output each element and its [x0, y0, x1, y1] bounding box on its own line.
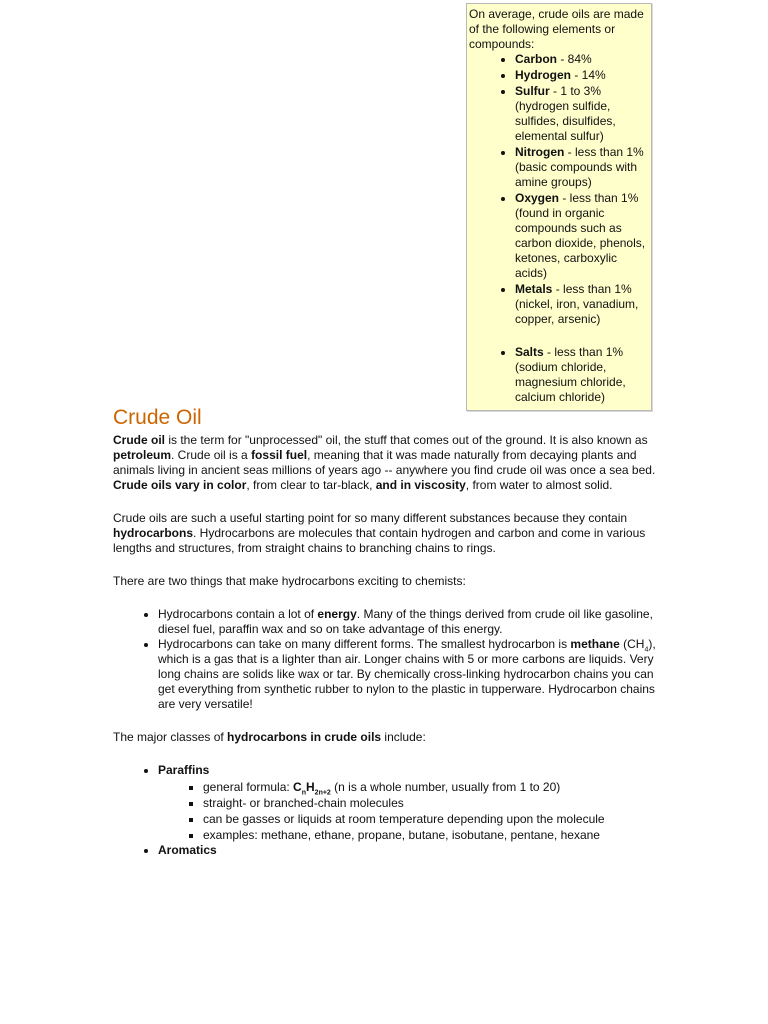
reasons-list	[113, 607, 658, 712]
class-label: Paraffins	[158, 763, 210, 777]
major-classes-paragraph	[113, 730, 658, 745]
text-run: ), which is a gas that is a lighter than air. Longer chains with 5 or more carbons are liquids. Very long chains are solids like wax or tar. By chemically cross-linking hydrocarbon chains you can get everything from synthetic rubber to nylon to the plastic in tupperware. Hydrocarbon chains are very versatile!	[158, 637, 656, 711]
formula	[293, 780, 331, 797]
text-run: Crude oils are such a useful starting point for so many different substances because they contain	[113, 511, 628, 525]
text-run: general formula:	[203, 780, 294, 794]
subscript: n	[301, 789, 306, 797]
element-value: - less than 1% (basic compounds with amine groups)	[515, 145, 644, 189]
list-item: ▪ examples: methane, ethane, propane, butane, isobutane, pentane, hexane	[203, 827, 658, 843]
list-item	[515, 345, 649, 405]
element-name: Nitrogen	[515, 145, 565, 159]
text-run: , meaning that it was made naturally from decaying plants and animals living in ancient seas millions of years ago -- anywhere you find crude oil was once a sea bed.	[113, 448, 656, 477]
element-name: Carbon	[515, 52, 557, 66]
list-item	[158, 637, 658, 712]
element-value: - 1 to 3% (hydrogen sulfide, sulfides, disulfides, elemental sulfur)	[515, 84, 616, 143]
list-item	[515, 191, 649, 281]
element-name: Oxygen	[515, 191, 560, 205]
composition-list	[469, 52, 649, 405]
list-item: ▪ straight- or branched-chain molecules	[203, 795, 658, 811]
text-run: , from clear to tar-black,	[246, 478, 376, 492]
text-run: , from water to almost solid.	[465, 478, 613, 492]
element-name: Metals	[515, 282, 553, 296]
class-label: Aromatics	[158, 843, 217, 857]
list-item: ▪ can be gasses or liquids at room temperature depending upon the molecule	[203, 811, 658, 827]
bold-term: hydrocarbons	[113, 526, 194, 540]
list-item	[515, 282, 649, 327]
article-body	[113, 404, 658, 858]
text-run: (CH	[619, 637, 645, 651]
list-item	[158, 843, 658, 858]
bold-term: Crude oils vary in color	[113, 478, 247, 492]
text-run: . Crude oil is a	[171, 448, 252, 462]
list-item	[158, 763, 658, 843]
hydrocarbons-paragraph	[113, 511, 658, 556]
list-item	[515, 84, 649, 144]
list-item	[515, 68, 649, 83]
text-run: (n is a whole number, usually from 1 to 20)	[330, 780, 561, 794]
page-title: Crude Oil	[113, 406, 202, 429]
bold-term: energy	[317, 607, 357, 621]
list-item	[515, 52, 649, 67]
element-name: Salts	[515, 345, 544, 359]
subscript: 2n+2	[314, 789, 331, 797]
bold-term: methane	[570, 637, 620, 651]
text-run: The major classes of	[113, 730, 228, 744]
hydrocarbon-classes-list	[113, 763, 658, 858]
bold-term: fossil fuel	[251, 448, 308, 462]
element-value: - 84%	[557, 52, 592, 66]
formula-c: C	[293, 780, 302, 794]
element-value: - less than 1% (found in organic compounds such as carbon dioxide, phenols, ketones, carboxylic acids)	[515, 191, 646, 280]
text-run: is the term for "unprocessed" oil, the stuff that comes out of the ground. It is also known as	[165, 433, 648, 447]
list-item	[515, 145, 649, 190]
bold-term: and in viscosity	[375, 478, 466, 492]
text-run: include:	[381, 730, 426, 744]
paraffins-details	[158, 779, 658, 843]
sidebar-intro: On average, crude oils are made of the following elements or compounds:	[469, 7, 644, 51]
two-things-paragraph: There are two things that make hydrocarbons exciting to chemists:	[113, 574, 466, 588]
bold-term: hydrocarbons in crude oils	[227, 730, 382, 744]
text-run: Hydrocarbons contain a lot of	[158, 607, 318, 621]
text-run: . Hydrocarbons are molecules that contain hydrogen and carbon and come in various lengths and structures, from straight chains to branching chains to rings.	[113, 526, 646, 555]
intro-paragraph	[113, 433, 658, 493]
subscript: 4	[644, 646, 649, 654]
element-value: - less than 1% (sodium chloride, magnesium chloride, calcium chloride)	[515, 345, 626, 404]
element-name: Hydrogen	[515, 68, 572, 82]
element-value: - less than 1% (nickel, iron, vanadium, copper, arsenic)	[515, 282, 639, 326]
composition-sidebar	[466, 3, 652, 411]
text-run: Hydrocarbons can take on many different forms. The smallest hydrocarbon is	[158, 637, 571, 651]
bold-term: Crude oil	[113, 433, 166, 447]
element-name: Sulfur	[515, 84, 550, 98]
bold-term: petroleum	[113, 448, 172, 462]
list-item	[203, 779, 658, 795]
list-item	[158, 607, 658, 637]
formula-h: H	[306, 780, 315, 794]
element-value: - 14%	[571, 68, 606, 82]
text-run: . Many of the things derived from crude oil like gasoline, diesel fuel, paraffin wax and so on take advantage of this energy.	[158, 607, 653, 636]
